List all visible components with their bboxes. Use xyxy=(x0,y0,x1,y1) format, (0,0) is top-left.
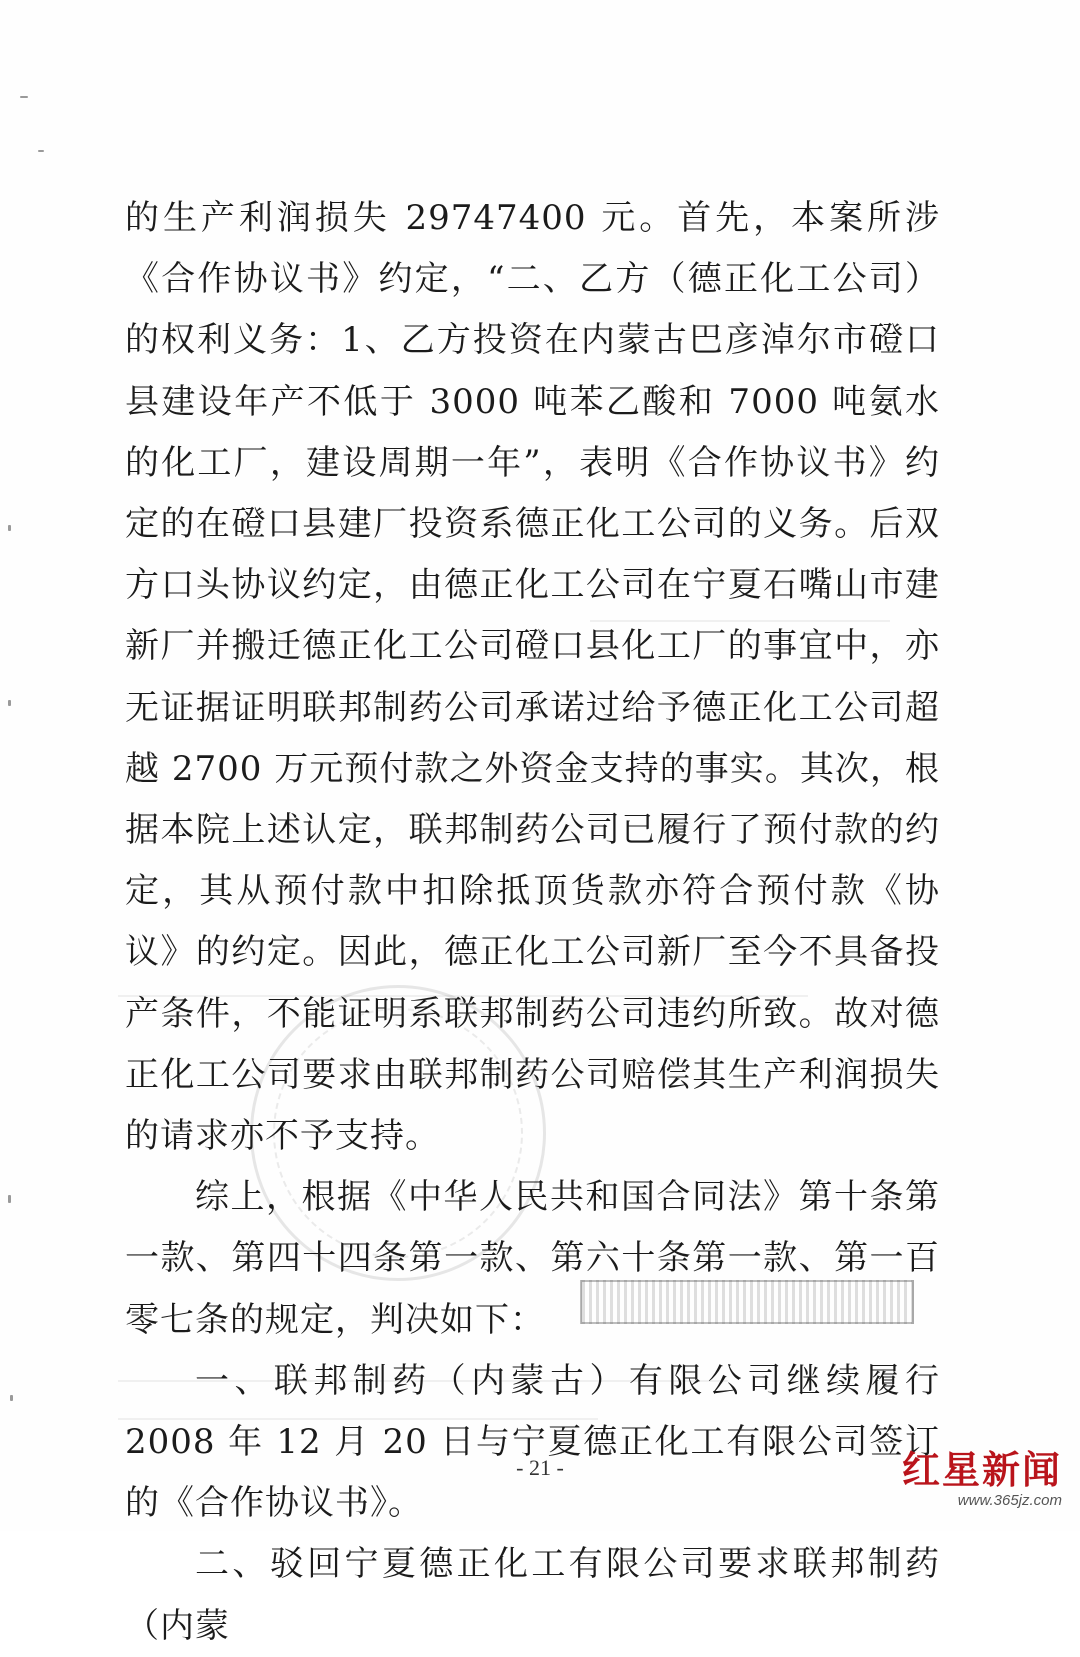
scan-speck xyxy=(20,96,28,98)
watermark-url: www.365jz.com xyxy=(957,1492,1062,1509)
paragraph-ruling-item-2: 二、驳回宁夏德正化工有限公司要求联邦制药（内蒙 xyxy=(125,1544,940,1646)
scan-speck xyxy=(8,525,11,531)
scan-speck xyxy=(8,700,11,706)
scan-speck xyxy=(8,1195,11,1203)
news-watermark xyxy=(902,1448,1062,1509)
judgment-body xyxy=(125,188,940,1657)
paragraph-legal-basis: 综上，根据《中华人民共和国合同法》第十条第一款、第四十四条第一款、第六十条第一款、第一百零七条的规定，判决如下： xyxy=(125,1177,940,1340)
page-number: - 21 - xyxy=(516,1455,564,1480)
paragraph-ruling-item-1: 一、联邦制药（内蒙古）有限公司继续履行 2008 年 12 月 20 日与宁夏德正化工有限公司签订的《合作协议书》。 xyxy=(125,1360,940,1524)
scan-speck xyxy=(10,1395,13,1401)
watermark-brand: 红星新闻 xyxy=(901,1448,1062,1492)
scan-speck xyxy=(38,150,44,152)
paragraph-damages-reasoning: 的生产利润损失 29747400 元。首先，本案所涉《合作协议书》约定，“二、乙方（德正化工公司）的权利义务：1、乙方投资在内蒙古巴彦淖尔市磴口县建设年产不低于 3000 吨苯乙酸和 7000 吨氨水的化工厂，建设周期一年”，表明《合作协议书》约定的在磴口县建厂投资系德正化工公司的义务。后双方口头协议约定，由德正化工公司在宁夏石嘴山市建新厂并搬迁德正化工公司磴口县化工厂的事宜中，亦无证据证明联邦制药公司承诺过给予德正化工公司超越 2700 万元预付款之外资金支持的事实。其次，根据本院上述认定，联邦制药公司已履行了预付款的约定，其从预付款中扣除抵顶货款亦符合预付款《协议》的约定。因此，德正化工公司新厂至今不具备投产条件，不能证明系联邦制药公司违约所致。故对德正化工公司要求由联邦制药公司赔偿其生产利润损失的请求亦不予支持。 xyxy=(125,198,940,1157)
